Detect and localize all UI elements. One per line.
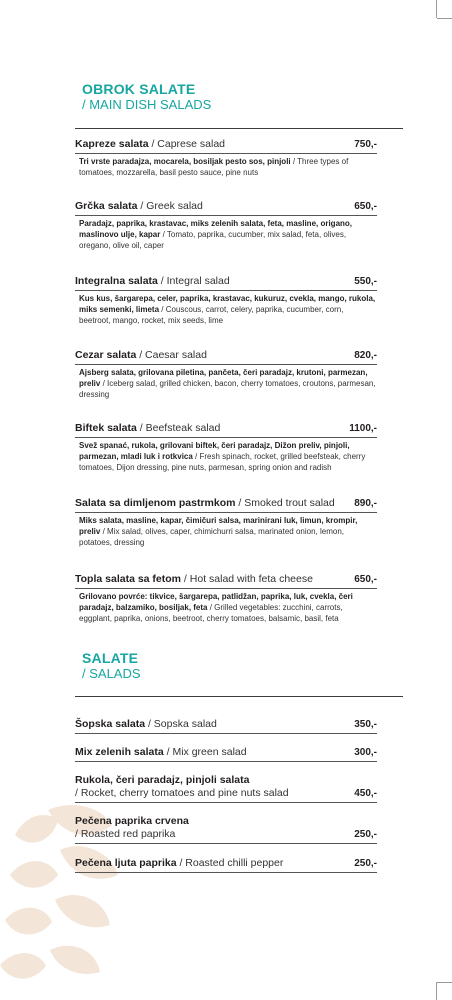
section-subtitle: / MAIN DISH SALADS bbox=[82, 97, 212, 112]
item-underline bbox=[75, 588, 377, 589]
menu-item-mix-green bbox=[75, 746, 377, 764]
item-underline bbox=[75, 733, 377, 734]
crop-mark-right-bottom bbox=[437, 982, 452, 983]
item-underline bbox=[75, 761, 377, 762]
item-desc-en: / Fresh spinach, rocket, grilled beefsteak, cherry tomatoes, Dijon dressing, pine nuts, parmesan, spring onion and radish bbox=[79, 452, 366, 472]
item-desc-local: Miks salata, masline, kapar, čimičuri salsa, marinirani luk, limun, krompir, preliv bbox=[79, 516, 358, 536]
item-description bbox=[75, 591, 377, 624]
menu-item-hot-feta bbox=[75, 573, 377, 624]
item-name-en: / Greek salad bbox=[137, 200, 203, 212]
item-name-en: / Caesar salad bbox=[136, 349, 207, 361]
item-price: 890,- bbox=[354, 498, 377, 509]
item-name-en: / Integral salad bbox=[157, 275, 230, 287]
item-description bbox=[75, 515, 377, 548]
item-underline bbox=[75, 802, 377, 803]
item-name: Cezar salata bbox=[75, 349, 137, 361]
item-desc-local: Ajsberg salata, grilovana piletina, pančeta, čeri paradajz, krutoni, parmezan, preliv bbox=[79, 368, 368, 388]
section-title: SALATE bbox=[82, 650, 139, 666]
item-price: 1100,- bbox=[349, 423, 377, 434]
item-desc-en: / Grilled vegetables: zucchini, carrots, eggplant, paprika, onions, beetroot, cherry tomatoes, balsamic, basil, feta bbox=[79, 603, 343, 623]
item-underline bbox=[75, 290, 377, 291]
menu-item-caesar bbox=[75, 349, 377, 400]
menu-item-rocket-salad bbox=[75, 774, 377, 805]
item-desc-en: / Mix salad, olives, caper, chimichurri salsa, marinated onion, lemon, potatoes, dressing bbox=[79, 527, 345, 547]
menu-item-roasted-chilli bbox=[75, 857, 377, 875]
item-desc-local: Grilovano povrće: tikvice, šargarepa, patlidžan, paprika, luk, cvekla, čeri paradajz, balzamiko, bosiljak, feta bbox=[79, 592, 353, 612]
item-price: 350,- bbox=[354, 719, 377, 730]
item-price: 250,- bbox=[354, 858, 377, 869]
item-desc-en: / Tomato, paprika, cucumber, mix salad, feta, olives, oregano, olive oil, caper bbox=[79, 230, 347, 250]
section-header-main-dish-salads bbox=[82, 82, 211, 112]
section-subtitle: / SALADS bbox=[82, 666, 141, 681]
item-name-en: / Mix green salad bbox=[163, 746, 247, 758]
item-desc-local: Tri vrste paradajza, mocarela, bosiljak pesto sos, pinjoli bbox=[79, 157, 291, 166]
section-header-salads bbox=[82, 651, 141, 681]
section-title: OBROK SALATE bbox=[82, 81, 196, 97]
menu-item-beefsteak bbox=[75, 422, 377, 473]
item-desc-en: / Couscous, carrot, celery, paprika, cucumber, corn, beetroot, mango, rocket, mix seeds, lime bbox=[79, 305, 344, 325]
item-name-en: / Caprese salad bbox=[148, 138, 226, 150]
item-name: Salata sa dimljenom pastrmkom bbox=[75, 497, 236, 509]
menu-item-greek bbox=[75, 200, 377, 251]
item-description bbox=[75, 293, 377, 326]
item-underline bbox=[75, 512, 377, 513]
item-price: 650,- bbox=[354, 574, 377, 585]
item-price: 250,- bbox=[354, 829, 377, 840]
item-name-en: / Rocket, cherry tomatoes and pine nuts salad bbox=[75, 787, 289, 799]
item-price: 550,- bbox=[354, 276, 377, 287]
leaf-decoration-icon bbox=[0, 780, 140, 1000]
item-price: 650,- bbox=[354, 201, 377, 212]
menu-item-smoked-trout bbox=[75, 497, 377, 548]
item-name: Pečena paprika crvena bbox=[75, 815, 189, 827]
item-desc-en: / Three types of tomatoes, mozzarella, basil pesto sauce, pine nuts bbox=[79, 157, 349, 177]
item-name: Pečena ljuta paprika bbox=[75, 857, 177, 869]
item-price: 750,- bbox=[354, 139, 377, 150]
menu-item-sopska bbox=[75, 718, 377, 736]
item-underline bbox=[75, 364, 377, 365]
item-name: Integralna salata bbox=[75, 275, 158, 287]
item-desc-local: Kus kus, šargarepa, celer, paprika, krastavac, kukuruz, cvekla, mango, rukola, miks semenki, limeta bbox=[79, 294, 376, 314]
menu-item-integral bbox=[75, 275, 377, 326]
menu-item-caprese bbox=[75, 138, 377, 178]
item-underline bbox=[75, 872, 377, 873]
menu-item-roasted-red-paprika bbox=[75, 815, 377, 846]
item-name: Šopska salata bbox=[75, 718, 146, 730]
item-price: 450,- bbox=[354, 788, 377, 799]
item-name-en: / Beefsteak salad bbox=[136, 422, 221, 434]
item-name: Topla salata sa fetom bbox=[75, 573, 182, 585]
item-description bbox=[75, 156, 377, 178]
item-desc-local: Paradajz, paprika, krastavac, miks zelenih salata, feta, masline, origano, maslinovo ulje, kapar bbox=[79, 219, 353, 239]
item-name: Biftek salata bbox=[75, 422, 137, 434]
item-underline bbox=[75, 843, 377, 844]
crop-mark-bottom bbox=[436, 982, 437, 1000]
item-underline bbox=[75, 153, 377, 154]
item-desc-local: Svež spanać, rukola, grilovani biftek, čeri paradajz, Dižon preliv, pinjoli, parmezan, mladi luk i rotkvica bbox=[79, 441, 350, 461]
crop-mark-top bbox=[436, 0, 437, 18]
item-name-en: / Hot salad with feta cheese bbox=[181, 573, 313, 585]
item-description bbox=[75, 218, 377, 251]
item-name-en: / Roasted chilli pepper bbox=[176, 857, 284, 869]
section-divider bbox=[75, 128, 403, 129]
item-name-en: / Roasted red paprika bbox=[75, 828, 176, 840]
item-name: Kapreze salata bbox=[75, 138, 149, 150]
item-desc-en: / Iceberg salad, grilled chicken, bacon, cherry tomatoes, croutons, parmesan, dressing bbox=[79, 379, 376, 399]
item-underline bbox=[75, 215, 377, 216]
item-underline bbox=[75, 437, 377, 438]
item-name-en: / Sopska salad bbox=[145, 718, 217, 730]
item-name: Grčka salata bbox=[75, 200, 138, 212]
item-description bbox=[75, 367, 377, 400]
item-description bbox=[75, 440, 377, 473]
item-name: Rukola, čeri paradajz, pinjoli salata bbox=[75, 774, 250, 786]
section-divider bbox=[75, 696, 403, 697]
crop-mark-right-top bbox=[437, 18, 452, 19]
item-name-en: / Smoked trout salad bbox=[235, 497, 335, 509]
item-price: 300,- bbox=[354, 747, 377, 758]
item-price: 820,- bbox=[354, 350, 377, 361]
item-name: Mix zelenih salata bbox=[75, 746, 164, 758]
